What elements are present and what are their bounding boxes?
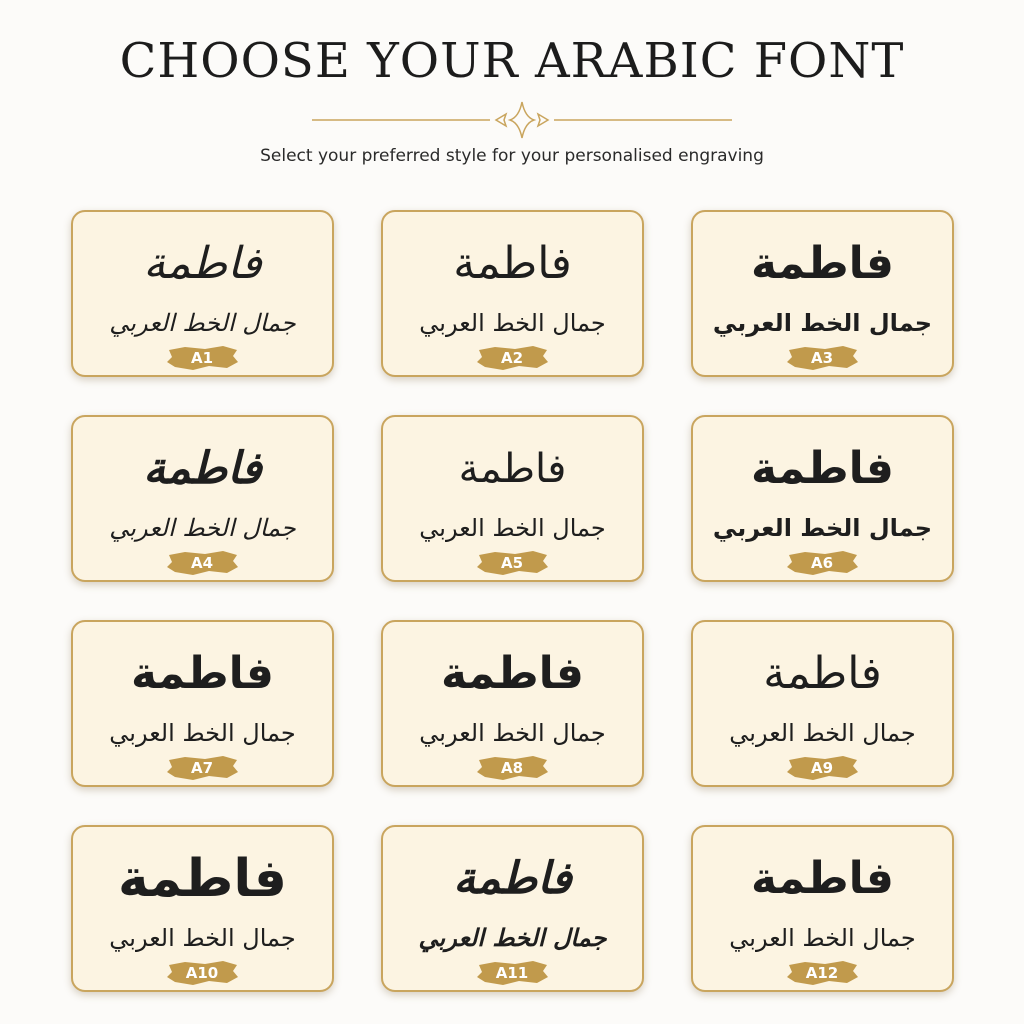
sample-phrase: جمال الخط العربي [419, 514, 606, 542]
font-code: A1 [190, 349, 214, 367]
font-code-badge [785, 344, 859, 372]
font-code-badge [785, 754, 859, 782]
font-code-badge [785, 959, 859, 987]
font-card-a4[interactable] [71, 415, 334, 582]
font-code: A6 [810, 554, 834, 572]
sample-name: فاطمة [441, 648, 584, 699]
sample-name: فاطمة [751, 853, 894, 904]
font-card-a7[interactable] [71, 620, 334, 787]
font-code-badge [785, 549, 859, 577]
font-code: A11 [495, 964, 529, 982]
font-code: A10 [185, 964, 219, 982]
font-card-a12[interactable] [691, 825, 954, 992]
font-code-badge [475, 754, 549, 782]
font-code-badge [475, 959, 549, 987]
sample-name: فاطمة [453, 238, 572, 289]
sample-name: فاطمة [458, 446, 567, 492]
font-code: A7 [190, 759, 214, 777]
font-card-a8[interactable] [381, 620, 644, 787]
font-code: A4 [190, 554, 214, 572]
font-code-badge [165, 344, 239, 372]
font-card-a6[interactable] [691, 415, 954, 582]
page-subtitle: Select your preferred style for your personalised engraving [260, 146, 764, 166]
sample-phrase: جمال الخط العربي [729, 924, 916, 952]
font-card-a5[interactable] [381, 415, 644, 582]
font-code: A2 [500, 349, 524, 367]
font-code-badge [475, 549, 549, 577]
sample-phrase: جمال الخط العربي [712, 309, 933, 337]
sample-name: فاطمة [118, 849, 287, 909]
sample-name: فاطمة [763, 648, 882, 699]
font-code-badge [165, 549, 239, 577]
font-code: A3 [810, 349, 834, 367]
sample-name: فاطمة [143, 443, 262, 494]
sample-phrase: جمال الخط العربي [729, 719, 916, 747]
font-code-badge [165, 959, 239, 987]
font-card-a9[interactable] [691, 620, 954, 787]
font-code: A8 [500, 759, 524, 777]
font-card-a1[interactable] [71, 210, 334, 377]
font-code-badge [165, 754, 239, 782]
font-code-badge [475, 344, 549, 372]
sample-phrase: جمال الخط العربي [109, 309, 296, 337]
sample-name: فاطمة [131, 648, 274, 699]
sample-phrase: جمال الخط العربي [109, 719, 296, 747]
sample-phrase: جمال الخط العربي [419, 719, 606, 747]
sample-name: فاطمة [143, 238, 262, 289]
font-code: A5 [500, 554, 524, 572]
sample-phrase: جمال الخط العربي [418, 924, 607, 952]
font-card-a10[interactable] [71, 825, 334, 992]
sample-phrase: جمال الخط العربي [109, 924, 296, 952]
font-card-a3[interactable] [691, 210, 954, 377]
font-code: A9 [810, 759, 834, 777]
sample-phrase: جمال الخط العربي [109, 514, 296, 542]
page-title: CHOOSE YOUR ARABIC FONT [119, 33, 905, 89]
sample-name: فاطمة [751, 238, 894, 289]
sample-phrase: جمال الخط العربي [419, 309, 606, 337]
sample-name: فاطمة [453, 853, 572, 904]
sample-name: فاطمة [751, 443, 894, 494]
sample-phrase: جمال الخط العربي [712, 514, 933, 542]
font-card-a2[interactable] [381, 210, 644, 377]
font-card-a11[interactable] [381, 825, 644, 992]
font-code: A12 [805, 964, 839, 982]
